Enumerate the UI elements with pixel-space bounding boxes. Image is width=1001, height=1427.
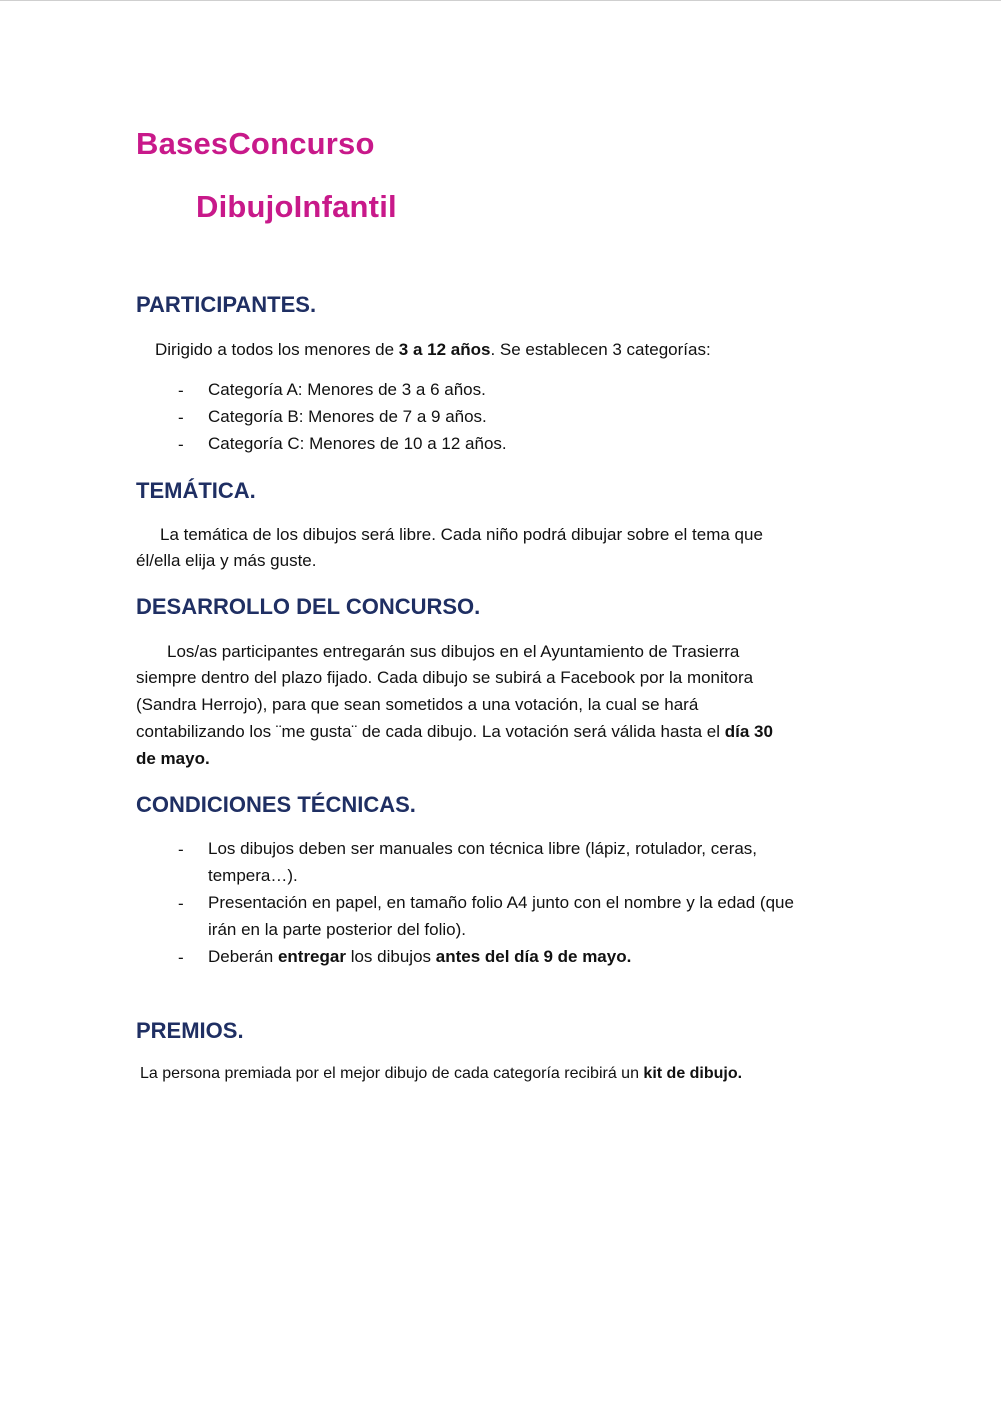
desarrollo-line-4-text: contabilizando los ¨me gusta¨ de cada dibujo. La votación será válida hasta el: [136, 722, 725, 741]
condicion-1-line-1: Los dibujos deben ser manuales con técnica libre (lápiz, rotulador, ceras,: [208, 839, 758, 858]
title-line-1: BasesConcurso: [136, 126, 375, 161]
desarrollo-line-3: (Sandra Herrojo), para que sean sometidos a una votación, la cual se hará: [136, 695, 699, 714]
heading-participantes: PARTICIPANTES.: [136, 292, 317, 317]
participantes-intro: [155, 340, 711, 360]
deadline-date-part1: día 30: [724, 722, 773, 741]
condicion-3-a: Deberán: [208, 947, 278, 966]
participantes-intro-post: . Se establecen 3 categorías:: [490, 340, 711, 359]
bullet-marker: -: [178, 894, 184, 913]
bullet-marker: -: [178, 948, 184, 967]
category-item: Categoría A: Menores de 3 a 6 años.: [208, 380, 486, 399]
page-top-border: [0, 0, 1001, 1]
bullet-marker: -: [178, 435, 184, 454]
category-item: Categoría C: Menores de 10 a 12 años.: [208, 434, 507, 453]
deadline-date-part2: de mayo.: [136, 749, 210, 768]
heading-desarrollo: DESARROLLO DEL CONCURSO.: [136, 594, 481, 619]
heading-premios: PREMIOS.: [136, 1018, 244, 1043]
condicion-2-line-1: Presentación en papel, en tamaño folio A4 junto con el nombre y la edad (que: [208, 893, 794, 912]
condicion-3: [208, 947, 631, 967]
condicion-1-line-2: tempera…).: [208, 866, 298, 885]
heading-condiciones: CONDICIONES TÉCNICAS.: [136, 792, 416, 817]
bullet-marker: -: [178, 408, 184, 427]
tematica-line-1: La temática de los dibujos será libre. Cada niño podrá dibujar sobre el tema que: [160, 525, 763, 544]
bullet-marker: -: [178, 840, 184, 859]
bullet-marker: -: [178, 381, 184, 400]
premios-text: [140, 1065, 742, 1083]
condicion-3-b: entregar: [277, 947, 346, 966]
desarrollo-line-2: siempre dentro del plazo fijado. Cada dibujo se subirá a Facebook por la monitora: [136, 668, 754, 687]
desarrollo-line-1: Los/as participantes entregarán sus dibujos en el Ayuntamiento de Trasierra: [167, 642, 740, 661]
title-line-2: DibujoInfantil: [196, 189, 397, 224]
premios-text-pre: La persona premiada por el mejor dibujo de cada categoría recibirá un: [140, 1065, 644, 1082]
condicion-3-c: los dibujos: [345, 947, 436, 966]
category-item: Categoría B: Menores de 7 a 9 años.: [208, 407, 487, 426]
desarrollo-line-4: [136, 722, 773, 742]
tematica-line-2: él/ella elija y más guste.: [136, 551, 317, 570]
condicion-3-d: antes del día 9 de mayo.: [435, 947, 632, 966]
desarrollo-line-5: [136, 749, 210, 769]
condicion-2-line-2: irán en la parte posterior del folio).: [208, 920, 466, 939]
premios-text-bold: kit de dibujo.: [643, 1065, 743, 1082]
heading-tematica: TEMÁTICA.: [136, 478, 256, 503]
participantes-intro-pre: Dirigido a todos los menores de: [155, 340, 399, 359]
participantes-intro-bold: 3 a 12 años: [398, 340, 491, 359]
